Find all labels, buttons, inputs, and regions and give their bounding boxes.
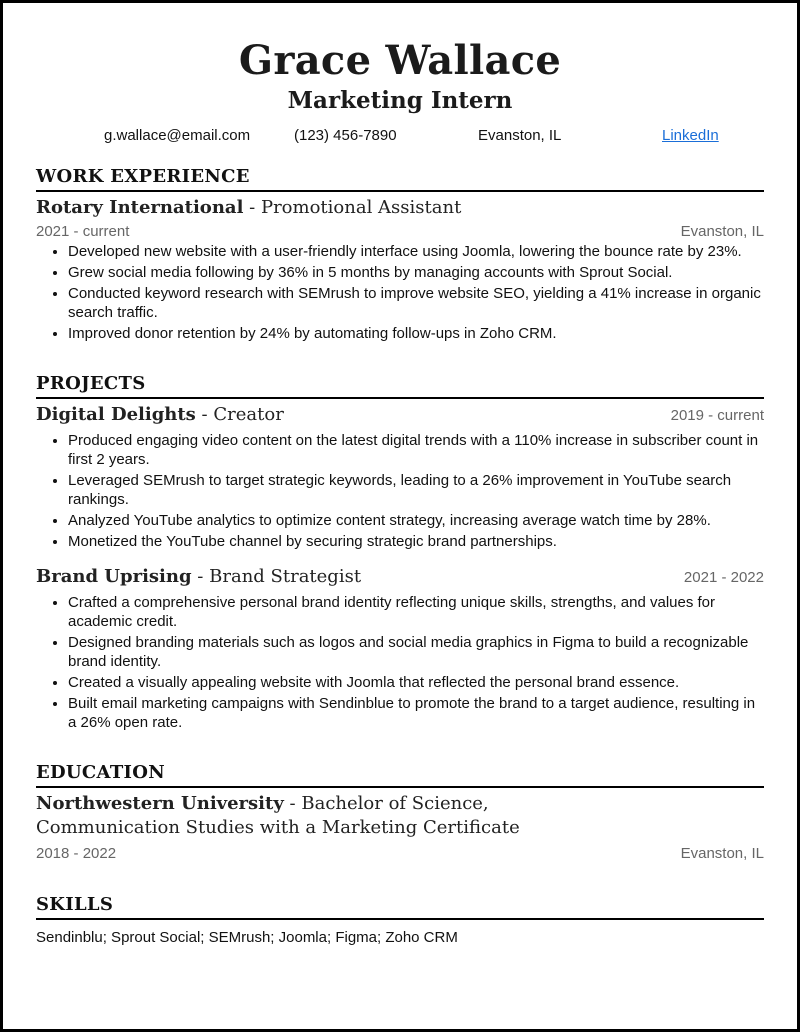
project-role: Brand Strategist — [209, 566, 362, 587]
degree-line-1: Bachelor of Science, — [301, 793, 489, 814]
separator: - — [289, 793, 296, 814]
separator: - — [249, 197, 256, 218]
project-name: Digital Delights — [36, 404, 196, 425]
project-entry-title — [36, 403, 284, 427]
work-location: Evanston, IL — [680, 223, 764, 240]
list-item: • Produced engaging video content on the latest digital trends with a 110% increase in subscriber count in first 2 years. — [68, 431, 764, 469]
contact-phone: (123) 456-7890 — [294, 127, 397, 144]
work-org: Rotary International — [36, 197, 244, 218]
list-item: • Monetized the YouTube channel by securing strategic brand partnerships. — [68, 532, 764, 551]
project-entry-header — [36, 565, 764, 589]
school-name: Northwestern University — [36, 793, 284, 814]
degree-line-2: Communication Studies with a Marketing Certificate — [36, 817, 520, 838]
list-item: • Grew social media following by 36% in 5 months by managing accounts with Sprout Social. — [68, 263, 764, 282]
project-role: Creator — [213, 404, 284, 425]
list-item: • Leveraged SEMrush to target strategic keywords, leading to a 26% improvement in YouTube search rankings. — [68, 471, 764, 509]
job-title: Marketing Intern — [287, 87, 513, 114]
section-heading: EDUCATION — [36, 762, 764, 788]
project-entry-header — [36, 403, 764, 427]
project-bullets — [36, 431, 764, 551]
projects-section — [36, 373, 764, 732]
work-experience-section — [36, 166, 764, 343]
skills-section — [36, 894, 764, 948]
project-bullets — [36, 593, 764, 732]
work-entry-header — [36, 196, 764, 220]
section-heading: SKILLS — [36, 894, 764, 920]
work-bullets — [36, 242, 764, 343]
work-role: Promotional Assistant — [260, 197, 462, 218]
skills-list: Sendinblu; Sprout Social; SEMrush; Joomla; Figma; Zoho CRM — [36, 929, 458, 946]
project-name: Brand Uprising — [36, 566, 192, 587]
project-dates: 2019 - current — [670, 407, 764, 424]
education-entry-title — [36, 792, 764, 840]
contact-row — [36, 126, 764, 146]
separator: - — [197, 566, 204, 587]
contact-location: Evanston, IL — [478, 127, 562, 144]
list-item: • Crafted a comprehensive personal brand identity reflecting unique skills, strengths, and values for academic credit. — [68, 593, 764, 631]
list-item: • Improved donor retention by 24% by automating follow-ups in Zoho CRM. — [68, 324, 764, 343]
list-item: • Designed branding materials such as logos and social media graphics in Figma to build a recognizable brand identity. — [68, 633, 764, 671]
work-dates: 2021 - current — [36, 223, 130, 240]
candidate-name: Grace Wallace — [238, 37, 562, 84]
education-meta — [36, 844, 764, 864]
separator: - — [201, 404, 208, 425]
linkedin-link[interactable]: LinkedIn — [662, 127, 719, 144]
project-entry-title — [36, 565, 361, 589]
section-heading: PROJECTS — [36, 373, 764, 399]
list-item: • Developed new website with a user-friendly interface using Joomla, lowering the bounce rate by 23%. — [68, 242, 764, 261]
education-location: Evanston, IL — [680, 845, 764, 862]
contact-email: g.wallace@email.com — [104, 127, 251, 144]
education-dates: 2018 - 2022 — [36, 845, 117, 862]
section-heading: WORK EXPERIENCE — [36, 166, 764, 192]
list-item: • Conducted keyword research with SEMrush to improve website SEO, yielding a 41% increase in organic search traffic. — [68, 284, 764, 322]
list-item: • Created a visually appealing website with Joomla that reflected the personal brand essence. — [68, 673, 764, 692]
work-entry-title — [36, 196, 461, 220]
project-dates: 2021 - 2022 — [683, 569, 764, 586]
education-section — [36, 762, 764, 864]
list-item: • Analyzed YouTube analytics to optimize content strategy, increasing average watch time by 28%. — [68, 511, 764, 530]
list-item: • Built email marketing campaigns with Sendinblue to promote the brand to a target audience, resulting in a 26% open rate. — [68, 694, 764, 732]
work-meta — [36, 222, 764, 242]
